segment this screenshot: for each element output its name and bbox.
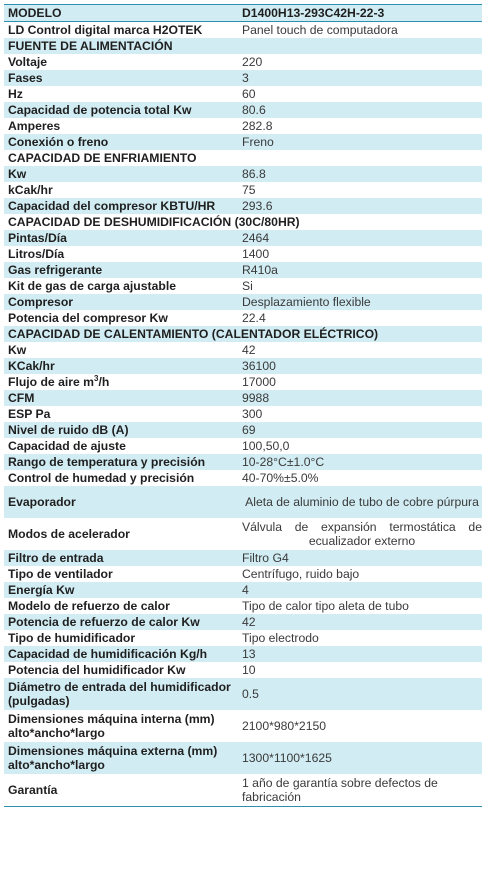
spec-row <box>4 486 482 518</box>
spec-key: Pintas/Día <box>4 230 238 246</box>
spec-key: Garantía <box>8 783 58 797</box>
spec-row <box>4 742 482 774</box>
spec-row <box>4 22 482 39</box>
spec-row <box>4 182 482 198</box>
spec-key: Potencia del compresor Kw <box>8 311 168 325</box>
spec-sheet <box>4 4 482 807</box>
spec-key: KCak/hr <box>4 358 238 374</box>
spec-value: 60 <box>242 87 256 101</box>
spec-row <box>4 134 482 150</box>
header-row <box>4 5 482 22</box>
spec-row <box>4 598 482 614</box>
spec-key: Litros/Día <box>8 247 65 261</box>
spec-value: 40-70%±5.0% <box>242 471 319 485</box>
spec-key-text: Flujo de aire m <box>8 375 95 389</box>
spec-key-superscript: 3 <box>94 373 99 383</box>
spec-key: Capacidad de potencia total Kw <box>4 102 238 118</box>
spec-value: 13 <box>238 646 482 662</box>
spec-key: Potencia de refuerzo de calor Kw <box>4 614 238 630</box>
header-value: D1400H13-293C42H-22-3 <box>238 5 482 22</box>
spec-row <box>4 662 482 678</box>
spec-value: 2464 <box>238 230 482 246</box>
spec-key: Modos de acelerador <box>8 527 130 541</box>
section-row <box>4 214 482 230</box>
spec-value: Panel touch de computadora <box>242 23 398 37</box>
spec-key-suffix: /h <box>98 375 110 389</box>
spec-key: Amperes <box>8 119 61 133</box>
spec-key: Modelo de refuerzo de calor <box>8 599 170 613</box>
spec-value: 1400 <box>242 247 270 261</box>
spec-row <box>4 422 482 438</box>
section-title: CAPACIDAD DE ENFRIAMIENTO <box>8 151 197 165</box>
spec-row <box>4 86 482 102</box>
spec-value: 1300*1100*1625 <box>238 742 482 774</box>
spec-key: Tipo de humidificador <box>8 631 136 645</box>
spec-value: Si <box>242 279 253 293</box>
spec-key: Capacidad de ajuste <box>8 439 126 453</box>
spec-key: kCak/hr <box>8 183 53 197</box>
spec-value: 42 <box>238 614 482 630</box>
spec-value: 22.4 <box>242 311 266 325</box>
spec-value: 300 <box>242 407 263 421</box>
spec-key: Tipo de ventilador <box>8 567 113 581</box>
spec-row <box>4 166 482 182</box>
spec-key: Conexión o freno <box>4 134 238 150</box>
spec-row <box>4 358 482 374</box>
spec-key <box>4 374 238 390</box>
spec-value: 17000 <box>242 375 276 389</box>
spec-key: LD Control digital marca H2OTEK <box>8 23 203 37</box>
spec-value: 100,50,0 <box>242 439 290 453</box>
spec-row <box>4 406 482 422</box>
spec-row <box>4 710 482 742</box>
spec-key: Filtro de entrada <box>4 550 238 566</box>
section-row <box>4 38 482 54</box>
spec-key: Compresor <box>4 294 238 310</box>
section-title: CAPACIDAD DE DESHUMIDIFICACIÓN (30C/80HR) <box>8 215 300 229</box>
spec-value: 10 <box>242 663 256 677</box>
spec-key: Gas refrigerante <box>4 262 238 278</box>
spec-key: Kw <box>8 343 27 357</box>
spec-value: 36100 <box>238 358 482 374</box>
spec-row <box>4 342 482 358</box>
spec-value: 293.6 <box>238 198 482 214</box>
spec-value: 4 <box>238 582 482 598</box>
spec-value: 9988 <box>238 390 482 406</box>
spec-value: 10-28°C±1.0°C <box>238 454 482 470</box>
spec-value: 80.6 <box>238 102 482 118</box>
spec-row <box>4 566 482 582</box>
spec-row <box>4 310 482 326</box>
spec-row <box>4 374 482 390</box>
spec-value: 69 <box>238 422 482 438</box>
spec-row <box>4 246 482 262</box>
spec-value: Desplazamiento flexible <box>238 294 482 310</box>
spec-value: 1 año de garantía sobre defectos de fabricación <box>242 776 438 804</box>
spec-row <box>4 582 482 598</box>
spec-value: Tipo electrodo <box>242 631 319 645</box>
spec-key: Diámetro de entrada del humidificador (pulgadas) <box>4 678 238 710</box>
section-title: FUENTE DE ALIMENTACIÓN <box>4 38 482 54</box>
spec-value: Filtro G4 <box>238 550 482 566</box>
spec-key: Dimensiones máquina interna (mm) alto*ancho*largo <box>8 712 215 740</box>
spec-value: Aleta de aluminio de tubo de cobre púrpura <box>238 486 482 518</box>
spec-key: Potencia del humidificador Kw <box>8 663 186 677</box>
spec-row <box>4 278 482 294</box>
spec-key: Evaporador <box>4 486 238 518</box>
spec-row <box>4 438 482 454</box>
spec-row <box>4 70 482 86</box>
header-key: MODELO <box>4 5 238 22</box>
spec-value: 282.8 <box>242 119 273 133</box>
spec-value: Freno <box>238 134 482 150</box>
spec-row <box>4 550 482 566</box>
spec-key: Kit de gas de carga ajustable <box>8 279 176 293</box>
spec-row <box>4 102 482 118</box>
spec-value: 220 <box>242 55 263 69</box>
spec-row <box>4 54 482 70</box>
spec-key: Hz <box>8 87 23 101</box>
spec-value: Tipo de calor tipo aleta de tubo <box>242 599 409 613</box>
spec-row <box>4 646 482 662</box>
section-title: CAPACIDAD DE CALENTAMIENTO (CALENTADOR ELÉCTRICO) <box>4 326 482 342</box>
spec-row <box>4 262 482 278</box>
spec-row <box>4 678 482 710</box>
spec-value: R410a <box>238 262 482 278</box>
spec-value: 2100*980*2150 <box>242 719 327 733</box>
spec-key: Fases <box>4 70 238 86</box>
spec-key: ESP Pa <box>8 407 51 421</box>
spec-key: Energía Kw <box>4 582 238 598</box>
section-row <box>4 150 482 166</box>
spec-value: 42 <box>242 343 256 357</box>
spec-key: CFM <box>4 390 238 406</box>
spec-key: Kw <box>4 166 238 182</box>
spec-value: Centrífugo, ruido bajo <box>242 567 360 581</box>
spec-key: Nivel de ruido dB (A) <box>4 422 238 438</box>
spec-row <box>4 390 482 406</box>
spec-row <box>4 294 482 310</box>
spec-key: Control de humedad y precisión <box>8 471 195 485</box>
spec-row <box>4 198 482 214</box>
spec-key: Voltaje <box>8 55 48 69</box>
spec-key: Capacidad del compresor KBTU/HR <box>4 198 238 214</box>
spec-value: 3 <box>238 70 482 86</box>
spec-row <box>4 118 482 134</box>
spec-key: Rango de temperatura y precisión <box>4 454 238 470</box>
spec-key: Capacidad de humidificación Kg/h <box>4 646 238 662</box>
spec-row <box>4 518 482 550</box>
spec-row <box>4 614 482 630</box>
spec-value: 0.5 <box>238 678 482 710</box>
spec-value: 75 <box>242 183 256 197</box>
spec-row <box>4 230 482 246</box>
spec-row <box>4 774 482 807</box>
spec-row <box>4 454 482 470</box>
spec-row <box>4 470 482 486</box>
section-row <box>4 326 482 342</box>
spec-table <box>4 4 482 807</box>
spec-row <box>4 630 482 646</box>
spec-value: 86.8 <box>238 166 482 182</box>
spec-value: Válvula de expansión termostática de ecualizador externo <box>242 520 482 548</box>
spec-key: Dimensiones máquina externa (mm) alto*ancho*largo <box>4 742 238 774</box>
